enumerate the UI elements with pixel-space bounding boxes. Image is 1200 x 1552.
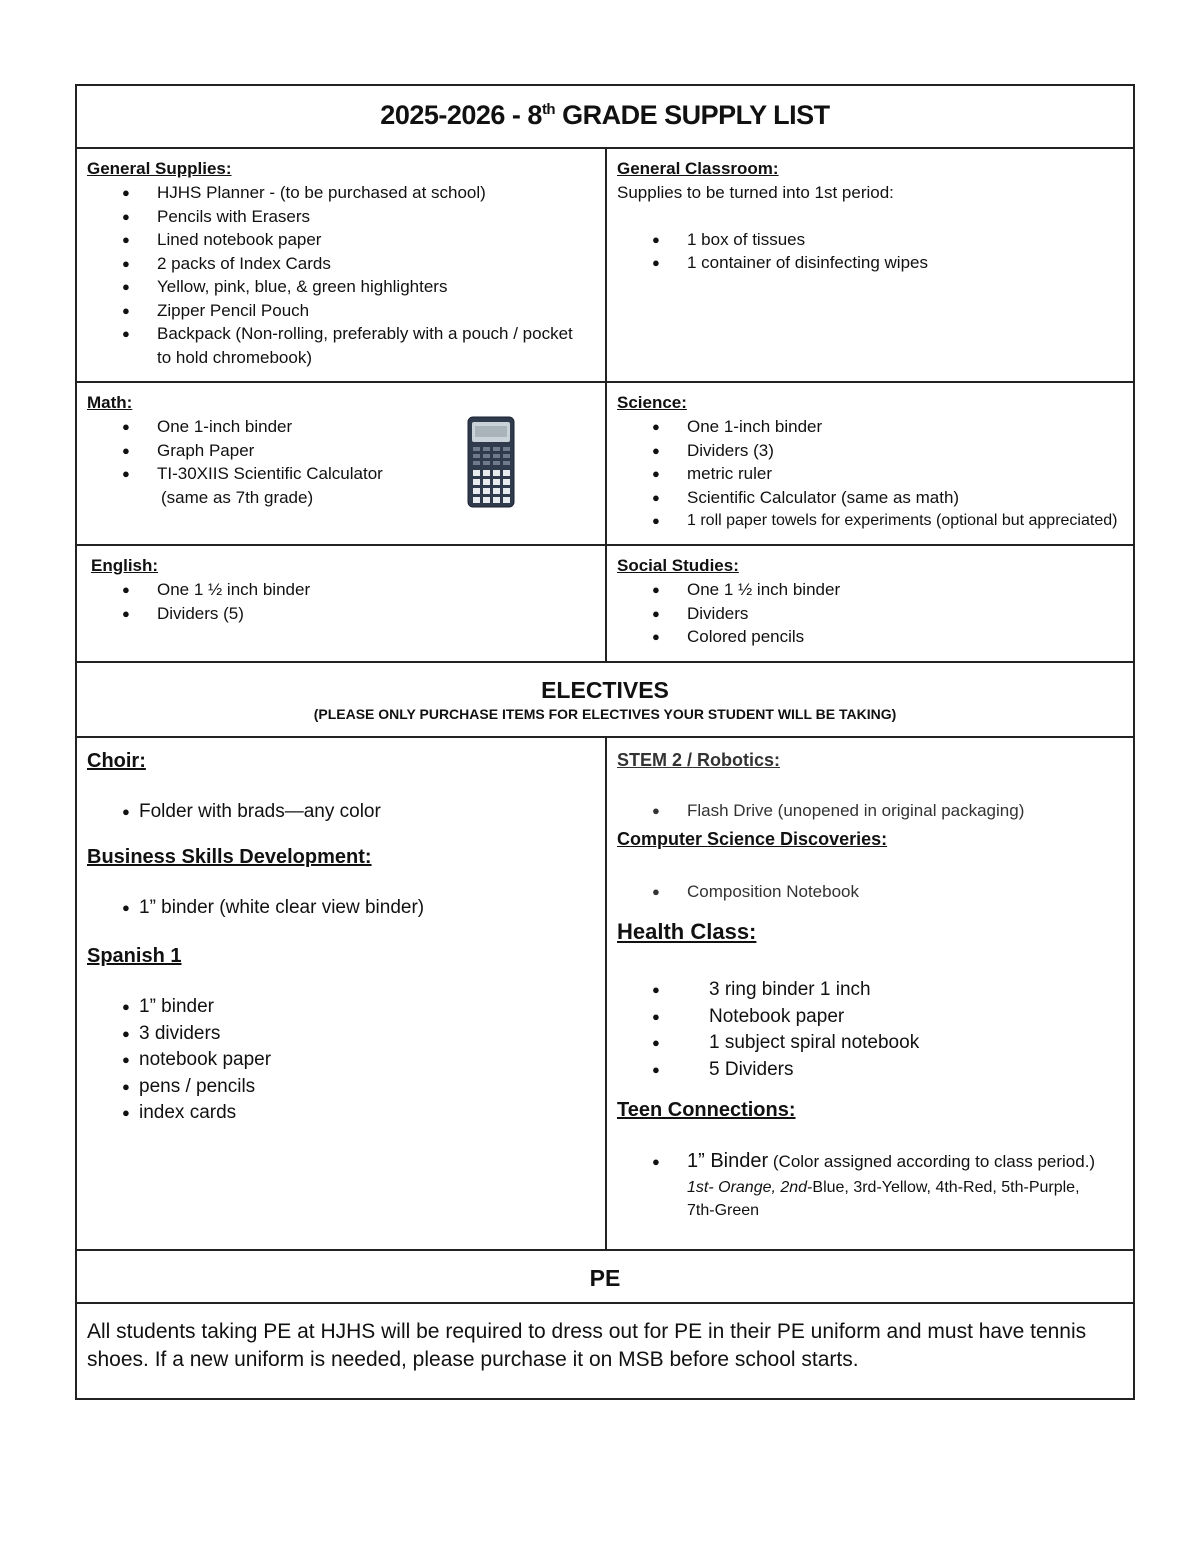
title-row bbox=[77, 86, 1133, 147]
science-list bbox=[617, 415, 1123, 533]
page-title: 2025-2026 - 8th GRADE SUPPLY LIST bbox=[380, 100, 830, 130]
list-item: ● One 1-inch binder bbox=[617, 415, 1123, 439]
stem-heading: STEM 2 / Robotics: bbox=[617, 750, 781, 770]
english-cell bbox=[77, 546, 607, 661]
business-list bbox=[87, 895, 595, 922]
social-studies-cell bbox=[607, 546, 1133, 661]
calculator-icon bbox=[467, 416, 515, 508]
math-list bbox=[87, 415, 595, 486]
list-item: ● metric ruler bbox=[617, 462, 1123, 486]
list-item: ● One 1-inch binder bbox=[87, 415, 595, 439]
spanish-heading: Spanish 1 bbox=[87, 945, 182, 967]
list-item: ● notebook paper bbox=[87, 1047, 595, 1074]
general-classroom-heading: General Classroom: bbox=[617, 159, 779, 178]
list-item bbox=[617, 1150, 1123, 1222]
cs-heading: Computer Science Discoveries: bbox=[617, 828, 888, 849]
social-studies-heading: Social Studies: bbox=[617, 556, 739, 575]
list-item: ● Dividers bbox=[617, 602, 1123, 626]
teen-item-main: 1” Binder bbox=[687, 1150, 769, 1172]
general-row bbox=[77, 147, 1133, 381]
general-classroom-note: Supplies to be turned into 1st period: bbox=[617, 183, 894, 202]
list-item: ● 1 roll paper towels for experiments (optional but appreciated) bbox=[617, 509, 1123, 533]
list-item: ● One 1 ½ inch binder bbox=[617, 578, 1123, 602]
math-cell bbox=[77, 383, 607, 544]
list-item: ● 3 ring binder 1 inch bbox=[617, 977, 1123, 1004]
supply-list-table bbox=[75, 84, 1135, 1400]
english-social-row bbox=[77, 544, 1133, 661]
list-item: ● 2 packs of Index Cards bbox=[87, 252, 595, 276]
list-item: ● Graph Paper bbox=[87, 439, 595, 463]
list-item: ● Flash Drive (unopened in original packaging) bbox=[617, 799, 1123, 823]
teen-list bbox=[617, 1150, 1123, 1222]
electives-heading: ELECTIVES bbox=[541, 677, 669, 703]
pe-text-row bbox=[77, 1302, 1133, 1398]
list-item: ● Folder with brads—any color bbox=[87, 799, 595, 826]
math-note: (same as 7th grade) bbox=[161, 487, 314, 507]
list-item: ● 1 subject spiral notebook bbox=[617, 1030, 1123, 1057]
list-item: ● index cards bbox=[87, 1100, 595, 1127]
cs-list bbox=[617, 880, 1123, 904]
health-list bbox=[617, 977, 1123, 1083]
list-item: ● HJHS Planner - (to be purchased at school) bbox=[87, 181, 595, 205]
choir-heading: Choir: bbox=[87, 750, 146, 772]
teen-colors-italic: 1st- Orange, 2nd bbox=[687, 1178, 808, 1196]
list-item: ● Scientific Calculator (same as math) bbox=[617, 486, 1123, 510]
pe-heading-row bbox=[77, 1249, 1133, 1302]
electives-right-cell bbox=[607, 738, 1133, 1249]
math-heading: Math: bbox=[87, 393, 133, 412]
spanish-list bbox=[87, 994, 595, 1127]
list-item: ● Dividers (5) bbox=[87, 602, 595, 626]
list-item: ● Backpack (Non-rolling, preferably with a pouch / pocket to hold chromebook) bbox=[87, 322, 595, 369]
science-heading: Science: bbox=[617, 393, 687, 412]
list-item: ● pens / pencils bbox=[87, 1074, 595, 1101]
teen-colors-rest: -Blue, 3rd-Yellow, 4th-Red, 5th-Purple, 7th-Green bbox=[687, 1178, 1080, 1219]
science-cell bbox=[607, 383, 1133, 544]
teen-heading: Teen Connections: bbox=[617, 1099, 796, 1121]
english-list bbox=[87, 578, 595, 625]
list-item: ● Yellow, pink, blue, & green highlighters bbox=[87, 275, 595, 299]
choir-list bbox=[87, 799, 595, 826]
list-item: ● Lined notebook paper bbox=[87, 228, 595, 252]
english-heading: English: bbox=[91, 556, 159, 575]
general-supplies-heading: General Supplies: bbox=[87, 159, 232, 178]
list-item: ● Composition Notebook bbox=[617, 880, 1123, 904]
teen-item-note: (Color assigned according to class period.) bbox=[768, 1152, 1096, 1171]
electives-subheading: (PLEASE ONLY PURCHASE ITEMS FOR ELECTIVES YOUR STUDENT WILL BE TAKING) bbox=[313, 706, 897, 722]
list-item: ● 5 Dividers bbox=[617, 1057, 1123, 1084]
pe-text: All students taking PE at HJHS will be required to dress out for PE in their PE uniform and must have tennis shoes. If a new uniform is needed, please purchase it on MSB before school starts. bbox=[87, 1320, 1087, 1371]
health-heading: Health Class: bbox=[617, 919, 757, 944]
general-classroom-cell bbox=[607, 149, 1133, 381]
electives-left-cell bbox=[77, 738, 607, 1249]
math-science-row bbox=[77, 381, 1133, 544]
stem-list bbox=[617, 799, 1123, 823]
list-item: ● Dividers (3) bbox=[617, 439, 1123, 463]
list-item: ● 1 container of disinfecting wipes bbox=[617, 251, 1123, 275]
list-item: ● 3 dividers bbox=[87, 1021, 595, 1048]
pe-heading: PE bbox=[589, 1265, 621, 1291]
general-supplies-list bbox=[87, 181, 595, 369]
list-item: ● Notebook paper bbox=[617, 1004, 1123, 1031]
business-heading: Business Skills Development: bbox=[87, 845, 372, 868]
list-item: ● 1” binder bbox=[87, 994, 595, 1021]
list-item: ● 1” binder (white clear view binder) bbox=[87, 895, 595, 922]
list-item: ● One 1 ½ inch binder bbox=[87, 578, 595, 602]
social-studies-list bbox=[617, 578, 1123, 649]
list-item: ● 1 box of tissues bbox=[617, 228, 1123, 252]
list-item: ● Pencils with Erasers bbox=[87, 205, 595, 229]
list-item: ● Colored pencils bbox=[617, 625, 1123, 649]
general-classroom-list bbox=[617, 228, 1123, 275]
electives-content-row bbox=[77, 736, 1133, 1249]
electives-row bbox=[77, 661, 1133, 736]
list-item: ● TI-30XIIS Scientific Calculator bbox=[87, 462, 595, 486]
list-item: ● Zipper Pencil Pouch bbox=[87, 299, 595, 323]
general-supplies-cell bbox=[77, 149, 607, 381]
